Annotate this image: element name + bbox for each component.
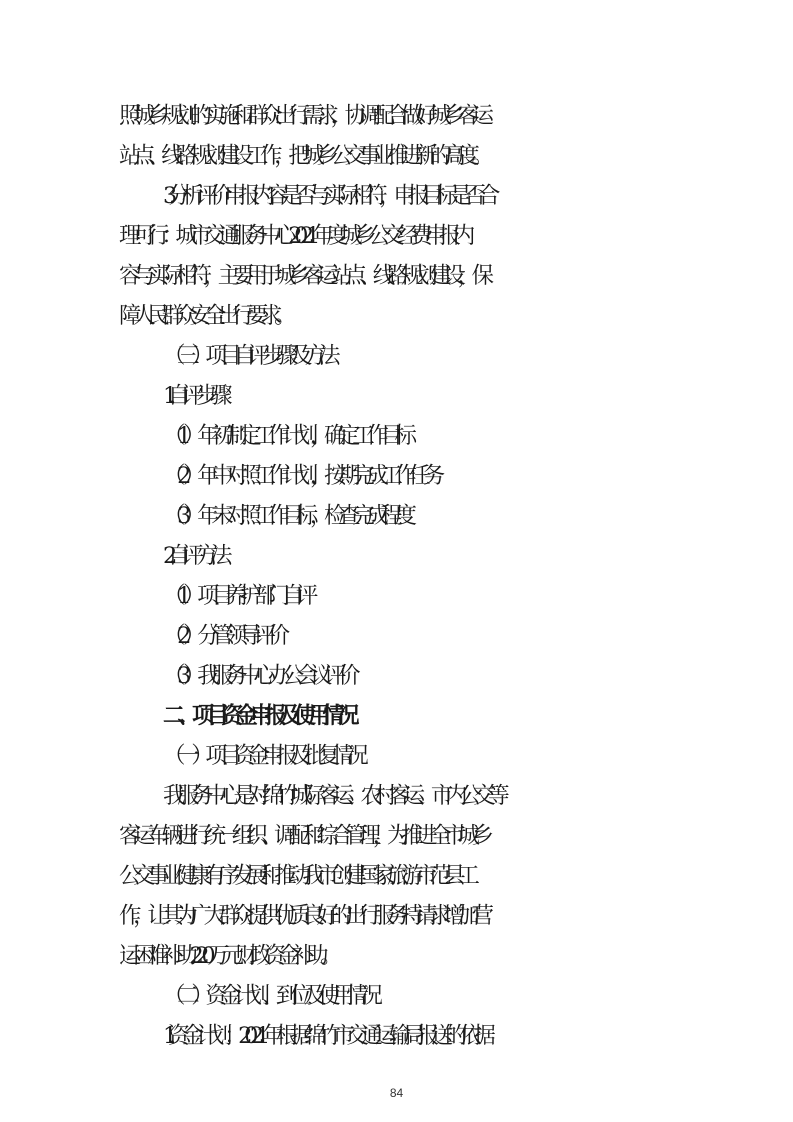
list-item: （1）年初制定工作计划，确定工作目标 (163, 423, 409, 449)
paragraph-line: 1.资金计划：2021年根据绵竹市交通运输局报送的依据 (163, 1023, 488, 1049)
paragraph-line: 站点、线路规划建设工作，把城乡公交事业推进新的高度。 (119, 143, 486, 169)
paragraph-line: 公交事业健康有序发展和推动我市创建国家旅游市范县工 (119, 863, 472, 889)
list-item: 1.自评步骤 (163, 383, 225, 409)
paragraph-line: 3.分析评价申报内容是否与实际相符，申报目标是否合 (163, 183, 492, 209)
section-heading: （三）项目自评步骤及方法 (163, 343, 333, 369)
list-item: （1）项目养护部门自评 (163, 583, 310, 609)
paragraph-line: 理可行：城市交通服务中心2021年度城乡公交经费申报内 (119, 223, 467, 249)
paragraph-line: 我服务中心是对绵竹城际客运、农村客运、市内公交等 (163, 783, 502, 809)
section-heading: （二）资金计划、到位及使用情况 (163, 983, 375, 1009)
paragraph-line: 客运车辆进行统一组织、调配和综合管理，为推进全市城乡 (119, 823, 486, 849)
list-item: （3）我服务中心办公会议评价 (163, 663, 353, 689)
list-item: （2）分管领导评价 (163, 623, 282, 649)
chapter-heading: 二、项目资金申报及使用情况 (163, 703, 352, 729)
paragraph-line: 照城乡规划的实施和群众出行需求，协调配合做好城乡客运 (119, 103, 486, 129)
paragraph-line: 运困难补助220万元财政资金补助。 (119, 943, 335, 969)
list-item: （3）年末对照工作目标，检查完成程度 (163, 503, 409, 529)
page-number: 84 (389, 1086, 404, 1100)
paragraph-line: 障人民群众安全出行要求。 (119, 303, 289, 329)
list-item: 2.自评方法 (163, 543, 225, 569)
list-item: （2）年中对照工作计划，按期完成工作任务 (163, 463, 437, 489)
section-heading: （一）项目资金申报及批复情况 (163, 743, 361, 769)
paragraph-line: 容与实际相符，主要用于城乡客运站点、线路规划建设，保 (119, 263, 486, 289)
paragraph-line: 作，让其为广大群众提供优质良好的出行服务特请求增加营 (119, 903, 486, 929)
